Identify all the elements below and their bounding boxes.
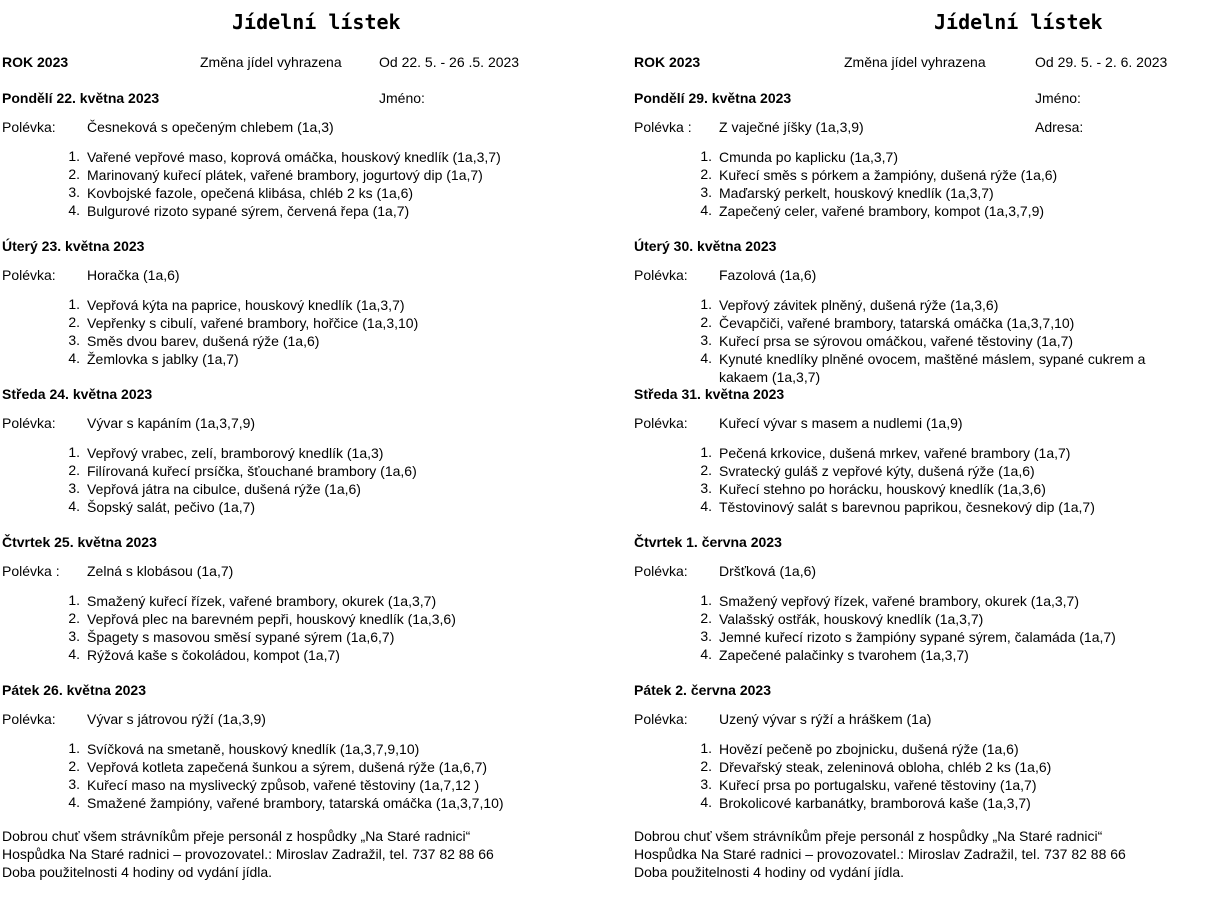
meal-number: 4. [700,350,712,366]
meal-text: Šopský salát, pečivo (1a,7) [87,499,256,515]
meal-text: Vepřová kýta na paprice, houskový knedlík (1a,3,7) [87,297,405,313]
meal-text: Špagety s masovou směsí sypané sýrem (1a,6,7) [87,629,395,645]
soup-name: Česneková s opečeným chlebem (1a,3) [87,119,334,135]
menu-header [2,54,592,72]
meal-text: Zapečený celer, vařené brambory, kompot (1a,3,7,9) [719,203,1045,219]
meal-number: 4. [700,202,712,218]
form-label: Adresa: [1035,119,1084,135]
soup-label: Polévka: [2,415,56,431]
meal-text: Marinovaný kuřecí plátek, vařené brambory, jogurtový dip (1a,7) [87,167,483,183]
meal-text: Cmunda po kaplicku (1a,3,7) [719,149,898,165]
meal-text: Vepřenky s cibulí, vařené brambory, hořčice (1a,3,10) [87,315,419,331]
soup-name: Dršťková (1a,6) [719,563,817,579]
meal-number: 2. [700,314,712,330]
menu-title: Jídelní lístek [232,10,401,34]
meal-number: 1. [68,296,80,312]
meal-number: 3. [68,332,80,348]
day-heading: Pátek 26. května 2023 [2,682,146,698]
date-range: Od 29. 5. - 2. 6. 2023 [1035,54,1168,70]
meal-text: Vepřový závitek plněný, dušená rýže (1a,3,6) [719,297,999,313]
meal-number: 2. [68,610,80,626]
date-range: Od 22. 5. - 26 .5. 2023 [379,54,520,70]
meal-text: Směs dvou barev, dušená rýže (1a,6) [87,333,320,349]
meal-text: Svratecký guláš z vepřové kýty, dušená rýže (1a,6) [719,463,1035,479]
footer-line: Dobrou chuť všem strávníkům přeje personál z hospůdky „Na Staré radnici“ [2,828,471,844]
meal-text: Hovězí pečeně po zbojnicku, dušená rýže (1a,6) [719,741,1019,757]
meal-text: Smažený vepřový řízek, vařené brambory, okurek (1a,3,7) [719,593,1080,609]
meal-text: Kuřecí prsa se sýrovou omáčkou, vařené těstoviny (1a,7) [719,333,1074,349]
meal-number: 4. [68,646,80,662]
meal-text: Jemné kuřecí rizoto s žampióny sypané sýrem, čalamáda (1a,7) [719,629,1116,645]
meal-number: 2. [68,758,80,774]
meal-text: Kynuté knedlíky plněné ovocem, maštěné máslem, sypané cukrem a kakaem (1a,3,7) [719,351,1146,385]
meal-text: Smažený kuřecí řízek, vařené brambory, okurek (1a,3,7) [87,593,437,609]
meal-number: 3. [700,776,712,792]
meal-number: 1. [700,296,712,312]
meal-number: 2. [700,462,712,478]
meal-number: 3. [68,184,80,200]
meal-text: Žemlovka s jablky (1a,7) [87,351,239,367]
meal-text: Bulgurové rizoto sypané sýrem, červená řepa (1a,7) [87,203,410,219]
meal-text: Vepřová kotleta zapečená šunkou a sýrem, dušená rýže (1a,6,7) [87,759,488,775]
footer-line: Hospůdka Na Staré radnici – provozovatel.: Miroslav Zadražil, tel. 737 82 88 66 [634,846,1126,862]
meal-text: Kuřecí stehno po horácku, houskový knedlík (1a,3,6) [719,481,1046,497]
soup-label: Polévka: [634,415,688,431]
soup-label: Polévka : [634,119,692,135]
meal-text: Valašský ostřák, houskový knedlík (1a,3,7) [719,611,984,627]
meal-text: Maďarský perkelt, houskový knedlík (1a,3,7) [719,185,994,201]
day-heading: Čtvrtek 25. května 2023 [2,534,157,550]
meal-number: 1. [68,740,80,756]
meal-text: Filírovaná kuřecí prsíčka, šťouchané brambory (1a,6) [87,463,417,479]
meal-number: 4. [68,498,80,514]
meal-text: Kuřecí prsa po portugalsku, vařené těstoviny (1a,7) [719,777,1037,793]
meal-text: Smažené žampióny, vařené brambory, tatarská omáčka (1a,3,7,10) [87,795,504,811]
meal-text: Zapečené palačinky s tvarohem (1a,3,7) [719,647,969,663]
meal-number: 1. [700,740,712,756]
meal-number: 2. [68,166,80,182]
meal-text: Čevapčiči, vařené brambory, tatarská omáčka (1a,3,7,10) [719,315,1075,331]
meal-number: 3. [68,480,80,496]
meal-number: 4. [700,498,712,514]
meal-text: Vařené vepřové maso, koprová omáčka, houskový knedlík (1a,3,7) [87,149,501,165]
meal-number: 3. [68,628,80,644]
day-heading: Pondělí 29. května 2023 [634,90,792,106]
day-heading: Středa 24. května 2023 [2,386,153,402]
soup-name: Uzený vývar s rýží a hráškem (1a) [719,711,932,727]
year-label: ROK 2023 [2,54,69,70]
meal-text: Kovbojské fazole, opečená klibása, chléb 2 ks (1a,6) [87,185,414,201]
year-label: ROK 2023 [634,54,701,70]
meal-number: 3. [68,776,80,792]
meal-number: 4. [68,794,80,810]
soup-label: Polévka: [2,711,56,727]
day-heading: Středa 31. května 2023 [634,386,785,402]
footer-line: Doba použitelnosti 4 hodiny od vydání jídla. [2,864,273,880]
meal-text: Pečená krkovice, dušená mrkev, vařené brambory (1a,7) [719,445,1071,461]
soup-name: Fazolová (1a,6) [719,267,817,283]
meal-number: 4. [68,202,80,218]
meal-number: 2. [68,462,80,478]
soup-label: Polévka: [634,267,688,283]
meal-number: 1. [700,148,712,164]
menu-column-right [634,0,1205,897]
meal-text: Svíčková na smetaně, houskový knedlík (1a,3,7,9,10) [87,741,420,757]
meal-number: 1. [68,592,80,608]
soup-label: Polévka: [2,267,56,283]
meal-number: 3. [700,184,712,200]
soup-name: Horačka (1a,6) [87,267,180,283]
meal-number: 3. [700,332,712,348]
menu-column-left [2,0,592,897]
meal-number: 1. [700,592,712,608]
form-label: Jméno: [379,90,425,106]
meal-text: Kuřecí maso na myslivecký způsob, vařené těstoviny (1a,7,12 ) [87,777,480,793]
meal-number: 3. [700,480,712,496]
soup-label: Polévka: [634,563,688,579]
meal-number: 1. [700,444,712,460]
meal-text: Vepřový vrabec, zelí, bramborový knedlík (1a,3) [87,445,384,461]
day-heading: Pondělí 22. května 2023 [2,90,160,106]
footer-line: Dobrou chuť všem strávníkům přeje personál z hospůdky „Na Staré radnici“ [634,828,1103,844]
meal-number: 2. [700,610,712,626]
meal-text: Vepřová játra na cibulce, dušená rýže (1a,6) [87,481,361,497]
change-notice: Změna jídel vyhrazena [200,54,342,70]
meal-text: Dřevařský steak, zeleninová obloha, chléb 2 ks (1a,6) [719,759,1052,775]
meal-number: 2. [700,166,712,182]
meal-number: 4. [700,794,712,810]
meal-number: 4. [700,646,712,662]
soup-label: Polévka: [2,119,56,135]
day-heading: Čtvrtek 1. června 2023 [634,534,782,550]
footer-line: Doba použitelnosti 4 hodiny od vydání jídla. [634,864,905,880]
soup-name: Z vaječné jíšky (1a,3,9) [719,119,864,135]
day-heading: Úterý 30. května 2023 [634,238,777,254]
change-notice: Změna jídel vyhrazena [844,54,986,70]
meal-number: 1. [68,148,80,164]
menu-title: Jídelní lístek [934,10,1103,34]
day-heading: Úterý 23. května 2023 [2,238,145,254]
menu-header [634,54,1205,72]
meal-number: 2. [700,758,712,774]
soup-name: Zelná s klobásou (1a,7) [87,563,234,579]
meal-text: Vepřová plec na barevném pepři, houskový knedlík (1a,3,6) [87,611,456,627]
day-heading: Pátek 2. června 2023 [634,682,771,698]
meal-number: 3. [700,628,712,644]
meal-text: Brokolicové karbanátky, bramborová kaše (1a,3,7) [719,795,1031,811]
soup-label: Polévka: [634,711,688,727]
meal-number: 4. [68,350,80,366]
soup-name: Vývar s kapáním (1a,3,7,9) [87,415,256,431]
footer-line: Hospůdka Na Staré radnici – provozovatel.: Miroslav Zadražil, tel. 737 82 88 66 [2,846,494,862]
soup-name: Kuřecí vývar s masem a nudlemi (1a,9) [719,415,963,431]
meal-text: Rýžová kaše s čokoládou, kompot (1a,7) [87,647,340,663]
meal-text: Těstovinový salát s barevnou paprikou, česnekový dip (1a,7) [719,499,1095,515]
meal-text: Kuřecí směs s pórkem a žampióny, dušená rýže (1a,6) [719,167,1058,183]
form-label: Jméno: [1035,90,1081,106]
meal-number: 2. [68,314,80,330]
soup-name: Vývar s játrovou rýží (1a,3,9) [87,711,266,727]
soup-label: Polévka : [2,563,60,579]
meal-number: 1. [68,444,80,460]
